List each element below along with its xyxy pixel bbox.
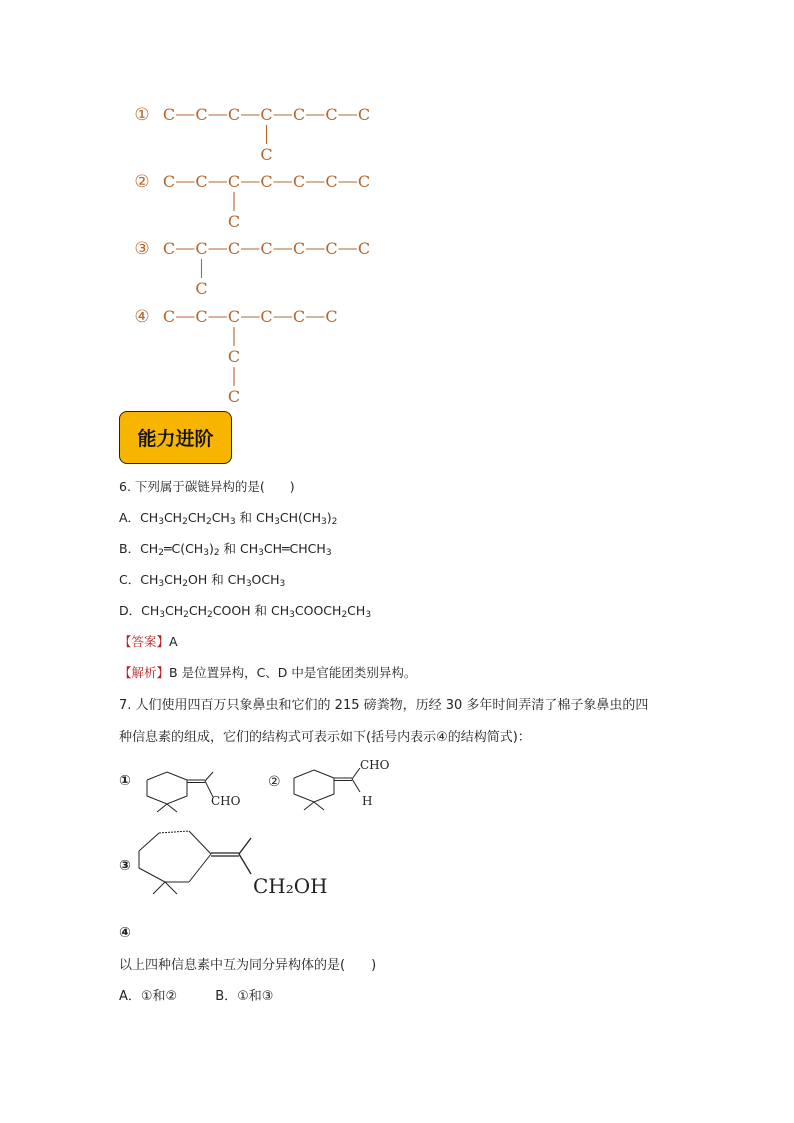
carbon-atom: C <box>227 307 241 326</box>
structure-4-label: ④ <box>119 925 131 941</box>
q6-option-c: C．$CH_3CH_2OH$ 和 $CH_3OCH_3$ <box>119 572 286 589</box>
carbon-atom: C <box>357 105 371 124</box>
carbon-atom: C <box>292 105 306 124</box>
q6-option-b: B．$CH_2═C(CH_3)_2$ 和 $CH_3CH═CHCH_3$ <box>119 541 332 558</box>
carbon-atom: C <box>195 172 208 191</box>
chain-label: ③ <box>134 239 150 259</box>
carbon-chain-diagram <box>130 98 390 408</box>
structure-3-ch2oh: CH₂OH <box>253 874 328 898</box>
carbon-atom: C <box>195 105 208 124</box>
carbon-atom: C <box>260 105 273 124</box>
chain-label: ② <box>134 172 150 192</box>
carbon-atom: C <box>227 239 241 258</box>
analysis-tag: 【解析】 <box>119 665 170 680</box>
carbon-atom: C <box>227 105 241 124</box>
structure-1-cho: CHO <box>211 794 241 808</box>
structure-3-label: ③ <box>119 858 131 874</box>
carbon-atom: C <box>227 172 241 191</box>
q6-answer <box>119 633 178 651</box>
structure-2-label: ② <box>268 774 281 790</box>
carbon-atom: C <box>325 307 338 326</box>
carbon-atom: C <box>195 307 208 326</box>
branch-carbon-atom: C <box>195 279 208 298</box>
analysis-text: B 是位置异构，C、D 中是官能团类别异构。 <box>169 665 417 680</box>
carbon-atom: C <box>195 239 208 258</box>
q7-stem-line2: 种信息素的组成，它们的结构式可表示如下(括号内表示④的结构简式)： <box>119 730 531 745</box>
carbon-atom: C <box>325 239 338 258</box>
section-badge: 能力进阶 <box>119 411 232 464</box>
carbon-atom: C <box>357 239 371 258</box>
q6-option-a-prefix: A． <box>119 510 141 525</box>
q6-option-d-prefix: D． <box>119 603 142 618</box>
carbon-atom: C <box>162 105 176 124</box>
carbon-atom: C <box>162 307 176 326</box>
q7-stem-line1: 7. 人们使用四百万只象鼻虫和它们的 215 磅粪物，历经 30 多年时间弄清了棉子象鼻虫的四 <box>119 698 649 713</box>
carbon-atom: C <box>162 172 176 191</box>
q7-options <box>119 988 273 1006</box>
q7-option-b: B．①和③ <box>215 989 274 1004</box>
q6-option-c-prefix: C． <box>119 572 141 587</box>
q6-option-d: D．$CH_3CH_2CH_2COOH$ 和 $CH_3COOCH_2CH_3$ <box>119 603 372 620</box>
structure-2-cho: CHO <box>360 758 390 772</box>
q6-analysis <box>119 664 416 682</box>
structure-2-skeleton <box>288 768 398 823</box>
structure-1-skeleton <box>137 770 277 815</box>
branch-carbon-atom: C <box>227 212 241 231</box>
structure-2-h: H <box>362 794 373 808</box>
carbon-atom: C <box>292 307 306 326</box>
chain-label: ① <box>134 105 150 125</box>
carbon-atom: C <box>357 172 371 191</box>
carbon-atom: C <box>292 239 306 258</box>
carbon-chain-skeletons <box>130 98 390 408</box>
carbon-atom: C <box>260 239 273 258</box>
answer-tag: 【答案】 <box>119 634 170 649</box>
q6-option-b-prefix: B． <box>119 541 141 556</box>
carbon-atom: C <box>260 307 273 326</box>
q6-stem: 6. 下列属于碳链异构的是( ) <box>119 479 295 494</box>
chain-label: ④ <box>134 307 150 327</box>
carbon-atom: C <box>325 105 338 124</box>
q7-option-a: A．①和② <box>119 989 178 1004</box>
answer-value: A <box>169 634 178 649</box>
carbon-atom: C <box>162 239 176 258</box>
q7-question: 以上四种信息素中互为同分异构体的是( ) <box>119 958 377 973</box>
branch-carbon-atom: C <box>227 387 241 406</box>
branch-carbon-atom: C <box>260 145 273 164</box>
carbon-atom: C <box>325 172 338 191</box>
carbon-atom: C <box>292 172 306 191</box>
branch-carbon-atom: C <box>227 347 241 366</box>
q6-option-a: A．$CH_3CH_2CH_2CH_3$ 和 $CH_3CH(CH_3)_2$ <box>119 510 338 527</box>
carbon-atom: C <box>260 172 273 191</box>
structure-1-label: ① <box>119 773 131 789</box>
